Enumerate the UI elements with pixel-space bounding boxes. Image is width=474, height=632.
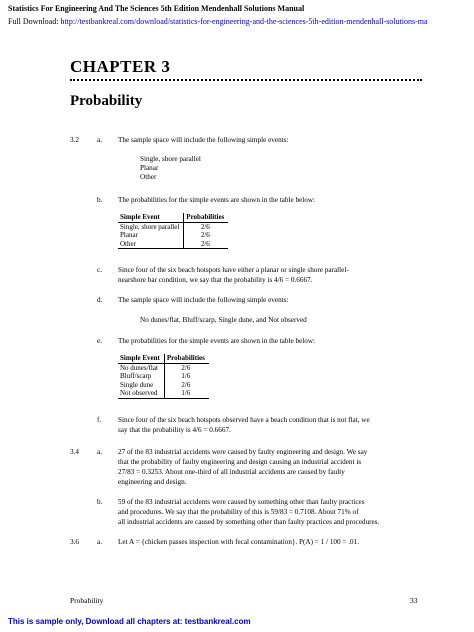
part-d-text: The sample space will include the following simple events: <box>118 296 289 304</box>
table-cell: 2/6 <box>184 240 228 249</box>
download-line <box>8 17 428 27</box>
table-cell: Bluff/scarp <box>120 372 152 380</box>
part-d-events: No dunes/flat, Bluff/scarp, Single dune, and Not observed <box>140 316 307 324</box>
table-cell: 2/6 <box>184 231 228 240</box>
table-row <box>118 381 209 390</box>
q34-a-line: 27/83 = 0.3253. About one-third of all industrial accidents are caused by faulty <box>118 468 345 476</box>
q34-b-line: 59 of the 83 industrial accidents were caused by something other than faulty practices <box>118 498 365 506</box>
footer-section-title: Probability <box>70 596 104 605</box>
probability-table-2 <box>118 354 209 399</box>
event-item: Single, shore parallel <box>140 155 201 163</box>
table-header-row <box>118 354 209 363</box>
q36-a-text: Let A = {chicken passes inspection with fecal contamination}. P(A) = 1 / 100 = .01. <box>118 538 360 546</box>
table-cell: No dunes/flat <box>120 363 158 372</box>
table-header-event: Simple Event <box>118 354 164 363</box>
table-cell: 2/6 <box>164 381 208 390</box>
table-cell: Single dune <box>120 380 154 389</box>
part-c-line: nearshore bar condition, we say that the probability is 4/6 = 0.6667. <box>118 276 313 284</box>
event-item: Planar <box>140 164 159 172</box>
download-label: Full Download: <box>8 17 61 26</box>
part-c-line: Since four of the six beach hotspots have either a planar or single shore parallel- <box>118 266 349 274</box>
table-cell: 2/6 <box>184 222 228 231</box>
page-number: 33 <box>410 596 418 605</box>
table-row <box>118 372 209 381</box>
q34-a-line: engineering and design. <box>118 478 187 486</box>
part-letter-b: b. <box>97 196 103 204</box>
part-letter-b: b. <box>97 498 103 506</box>
probability-table-1 <box>118 213 228 249</box>
part-letter-c: c. <box>97 266 102 274</box>
q34-b-line: and procedures. We say that the probability of this is 59/83 = 0.7108. About 71% of <box>118 508 359 516</box>
part-f-line: say that the probability is 4/6 = 0.6667. <box>118 426 231 434</box>
part-letter-a: a. <box>97 448 102 456</box>
table-row <box>118 240 228 249</box>
part-letter-a: a. <box>97 538 102 546</box>
table-cell: Not observed <box>118 389 164 398</box>
table-row <box>118 363 209 372</box>
question-number-3-4: 3.4 <box>70 448 79 456</box>
part-letter-d: d. <box>97 296 103 304</box>
table-header-event: Simple Event <box>118 213 184 222</box>
dotted-divider <box>70 79 422 81</box>
part-f-line: Since four of the six beach hotspots observed have a beach condition that is not flat, we <box>118 416 370 424</box>
part-a-text: The sample space will include the following simple events: <box>118 136 289 144</box>
q34-a-line: 27 of the 83 industrial accidents were caused by faulty engineering and design. We say <box>118 448 368 456</box>
question-number-3-2: 3.2 <box>70 136 79 144</box>
download-link[interactable]: http://testbankreal.com/download/statistics-for-engineering-and-the-sciences-5th-edition-mendenhall-solutions-ma <box>60 17 428 26</box>
part-letter-f: f. <box>97 416 102 424</box>
q34-b-line: all industrial accidents are caused by something other than faulty practices and procedures. <box>118 518 380 526</box>
event-item: Other <box>140 173 157 181</box>
q34-a-line: that the probability of faulty engineering and design causing an industrial accident is <box>118 458 362 466</box>
table-row <box>118 389 209 398</box>
table-row <box>118 222 228 231</box>
table-cell: Single, shore parallel <box>120 222 180 231</box>
chapter-title: Probability <box>70 93 143 109</box>
table-cell: 1/6 <box>164 389 208 398</box>
part-letter-e: e. <box>97 337 102 345</box>
table-cell: 2/6 <box>164 363 208 372</box>
table-cell: Planar <box>120 231 138 239</box>
table-header-probability: Probabilities <box>184 213 228 222</box>
part-e-text: The probabilities for the simple events are shown in the table below: <box>118 337 316 345</box>
sample-notice-link[interactable]: This is sample only, Download all chapters at: testbankreal.com <box>8 617 251 626</box>
table-cell: Other <box>118 240 184 249</box>
part-b-text: The probabilities for the simple events are shown in the table below: <box>118 196 316 204</box>
question-number-3-6: 3.6 <box>70 538 79 546</box>
header-title: Statistics For Engineering And The Sciences 5th Edition Mendenhall Solutions Manual <box>8 4 305 13</box>
table-header-probability: Probabilities <box>164 354 208 363</box>
chapter-heading: CHAPTER 3 <box>70 57 171 76</box>
table-header-row <box>118 213 228 222</box>
table-cell: 1/6 <box>164 372 208 381</box>
table-row <box>118 231 228 240</box>
part-letter-a: a. <box>97 136 102 144</box>
